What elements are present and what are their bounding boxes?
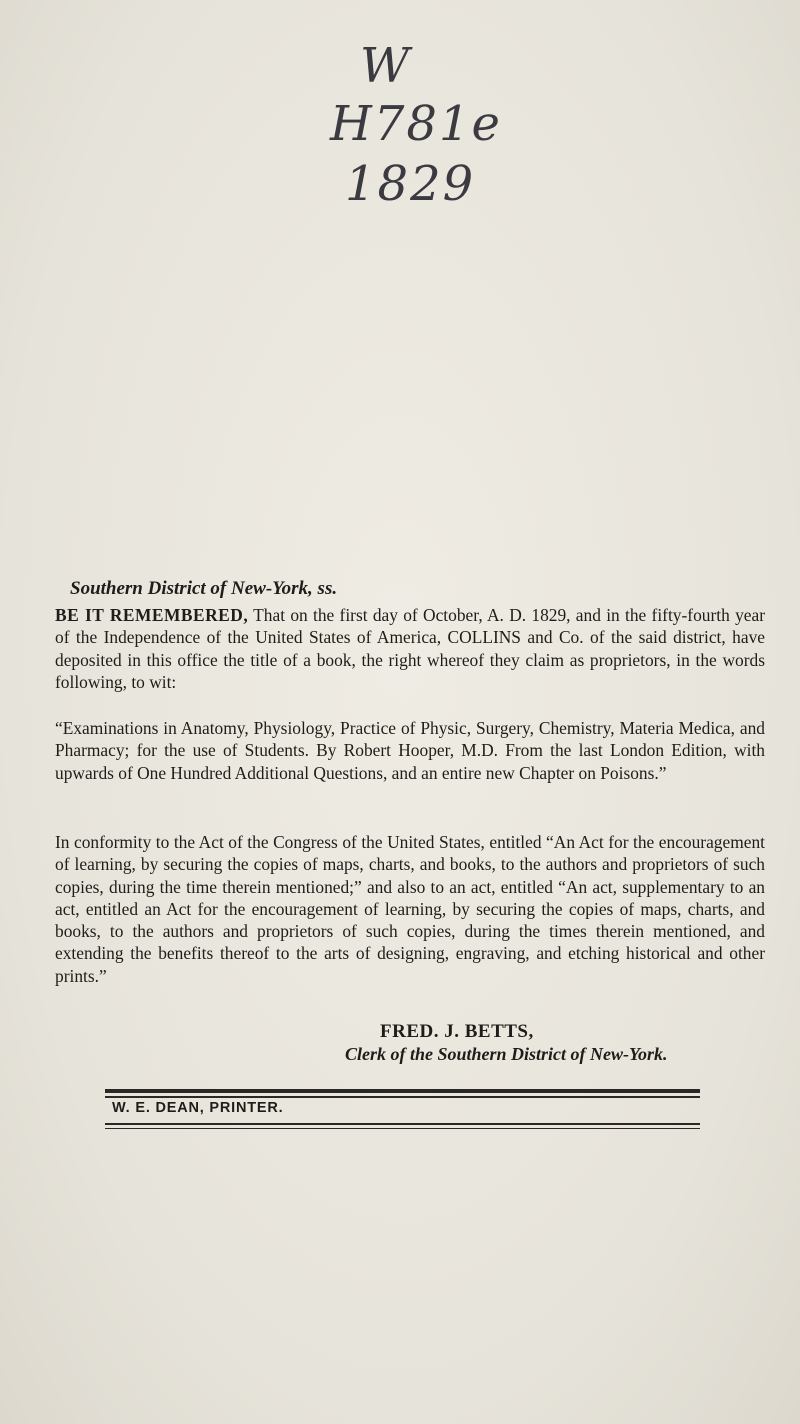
district-heading: Southern District of New-York, ss.: [70, 578, 338, 599]
printer-imprint: W. E. DEAN, PRINTER.: [112, 1100, 284, 1116]
clerk-office: Clerk of the Southern District of New-York.: [345, 1044, 668, 1064]
divider-thick: [105, 1089, 700, 1093]
clerk-name: FRED. J. BETTS,: [380, 1021, 534, 1042]
divider-bottom-thin: [105, 1128, 700, 1129]
book-title-paragraph: “Examinations in Anatomy, Physiology, Practice of Physic, Surgery, Chemistry, Materia Medica, and Pharmacy; for the use of Students. By Robert Hooper, M.D. From the last London Edition, with upwards of One Hundred Additional Questions, and an entire new Chapter on Poisons.”: [55, 718, 765, 783]
act-paragraph: In conformity to the Act of the Congress of the United States, entitled “An Act for the encouragement of learning, by securing the copies of maps, charts, and books, to the authors and proprietors of such copies, during the time therein mentioned;” and also to an act, entitled “An act, supplementary to an act, entitled an Act for the encouragement of learning, by securing the copies of maps, charts, and books, to the authors and proprietors of such copies, during the times therein mentioned, and extending the benefits thereof to the arts of designing, engraving, and etching historical and other prints.”: [55, 832, 765, 986]
divider-thin: [105, 1096, 700, 1098]
copyright-text: That on the first day of October, A. D. 1829, and in the fifty-fourth year of the Independence of the United States of America, COLLINS and Co. of the said district, have deposited in this office the title of a book, the right whereof they claim as proprietors, in the words following, to wit:: [55, 605, 765, 692]
handwritten-mark-1: W: [360, 38, 412, 94]
handwritten-mark-2: H781e: [330, 96, 502, 152]
lead-phrase: BE IT REMEMBERED,: [55, 605, 249, 625]
handwritten-mark-3: 1829: [345, 156, 476, 212]
divider-bottom: [105, 1123, 700, 1125]
copyright-paragraph: [55, 604, 765, 693]
